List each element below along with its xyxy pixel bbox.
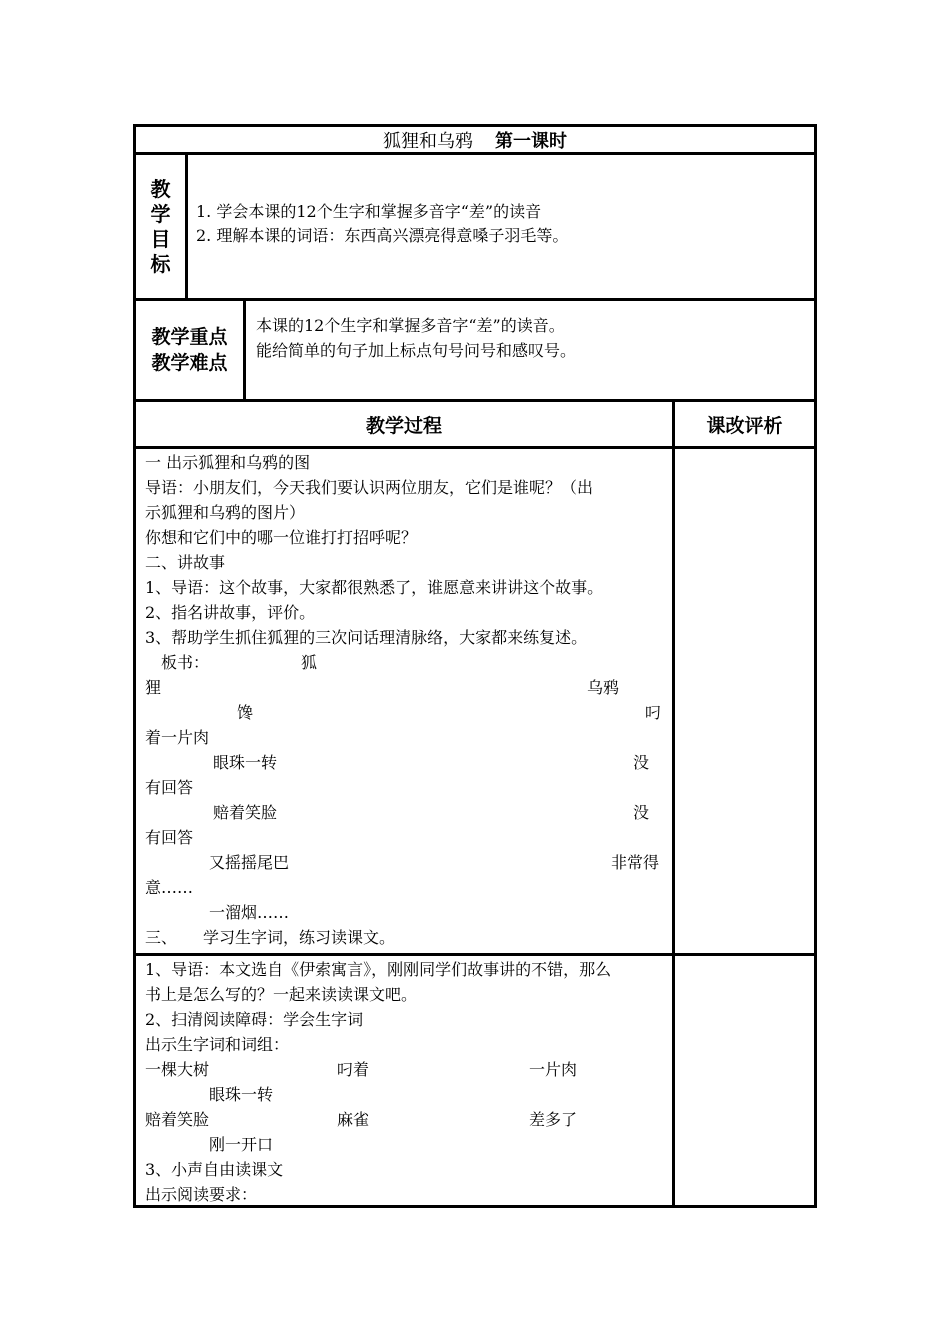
goals-label xyxy=(136,155,188,298)
vocab-word: 差多了 xyxy=(529,1110,578,1129)
keypoint-line: 本课的12个生字和掌握多音字“差”的读音。 xyxy=(256,316,565,335)
keypoint-line: 能给简单的句子加上标点句号问号和感叹号。 xyxy=(256,341,577,360)
board-text: 馋 xyxy=(237,703,254,722)
board-text: 没 xyxy=(633,803,650,822)
vocab-word: 刚一开口 xyxy=(209,1135,274,1154)
text-line: 2、指名讲故事，评价。 xyxy=(145,603,316,622)
vocab-word: 叼着 xyxy=(337,1060,370,1079)
goals-content xyxy=(188,155,814,298)
goals-label-char: 学 xyxy=(150,201,171,226)
text-line: 三、 xyxy=(145,928,178,947)
keypoints-content xyxy=(246,301,814,399)
board-text: 狸 xyxy=(145,678,162,697)
board-text: 乌鸦 xyxy=(587,678,620,697)
lesson-period: 第一课时 xyxy=(495,130,567,152)
review-header: 课改评析 xyxy=(706,414,783,437)
process-header: 教学过程 xyxy=(136,402,675,446)
text-line: 二、讲故事 xyxy=(145,553,226,572)
keypoints-label xyxy=(136,301,246,399)
text-line: 3、帮助学生抓住狐狸的三次问话理清脉络，大家都来练复述。 xyxy=(145,628,588,647)
section-2-content xyxy=(136,956,675,1205)
board-text: 叼 xyxy=(645,703,662,722)
board-text: 眼珠一转 xyxy=(213,753,278,772)
goals-label-char: 标 xyxy=(150,251,171,276)
text-line: 出示生字词和词组： xyxy=(145,1035,290,1054)
text-line: 示狐狸和乌鸦的图片） xyxy=(145,503,306,522)
vocab-word: 赔着笑脸 xyxy=(145,1110,210,1129)
text-line: 学习生字词，练习读课文。 xyxy=(203,928,396,947)
section-1-content xyxy=(136,449,675,953)
board-text: 赔着笑脸 xyxy=(213,803,278,822)
text-line: 你想和它们中的哪一位谁打打招呼呢？ xyxy=(145,528,418,547)
keypoints-label-line: 教学难点 xyxy=(151,352,228,374)
vocab-word: 麻雀 xyxy=(337,1110,370,1129)
text-line: 3、小声自由读课文 xyxy=(145,1160,284,1179)
section-1-review xyxy=(675,449,814,953)
board-text: 有回答 xyxy=(145,828,194,847)
text-line: 书上是怎么写的？一起来读读课文吧。 xyxy=(145,985,418,1004)
board-label: 板书： xyxy=(161,653,210,672)
board-text: 狐 xyxy=(301,653,318,672)
board-text: 有回答 xyxy=(145,778,194,797)
process-header-row xyxy=(133,402,817,449)
text-line: 1、导语：本文选自《伊索寓言》，刚刚同学们故事讲的不错，那么 xyxy=(145,960,612,979)
section-1-row xyxy=(133,449,817,956)
keypoints-row xyxy=(133,301,817,402)
text-line: 1、导语：这个故事，大家都很熟悉了，谁愿意来讲讲这个故事。 xyxy=(145,578,604,597)
section-2-row xyxy=(133,956,817,1208)
board-text: 一溜烟…… xyxy=(209,903,290,922)
vocab-word: 一片肉 xyxy=(529,1060,578,1079)
board-text: 没 xyxy=(633,753,650,772)
section-2-review xyxy=(675,956,814,1205)
goals-label-char: 目 xyxy=(150,226,171,251)
text-line: 2、扫清阅读障碍：学会生字词 xyxy=(145,1010,364,1029)
lesson-title: 狐狸和乌鸦 xyxy=(383,130,473,152)
text-line: 出示阅读要求： xyxy=(145,1185,258,1204)
vocab-word: 一棵大树 xyxy=(145,1060,210,1079)
goal-line: 2. 理解本课的词语：东西高兴漂亮得意嗓子羽毛等。 xyxy=(196,226,569,245)
lesson-plan-table xyxy=(133,124,817,1208)
goal-line: 1. 学会本课的12个生字和掌握多音字“差”的读音 xyxy=(196,202,542,221)
goals-row xyxy=(133,155,817,301)
keypoints-label-line: 教学重点 xyxy=(151,326,228,348)
vocab-word: 眼珠一转 xyxy=(209,1085,274,1104)
board-text: 意…… xyxy=(145,878,194,897)
title-row xyxy=(133,124,817,155)
text-line: 导语：小朋友们，今天我们要认识两位朋友，它们是谁呢？（出 xyxy=(145,478,594,497)
text-line: 一 出示狐狸和乌鸦的图 xyxy=(145,453,311,472)
goals-label-char: 教 xyxy=(150,176,171,201)
board-text: 着一片肉 xyxy=(145,728,210,747)
board-text: 又摇摇尾巴 xyxy=(209,853,290,872)
board-text: 非常得 xyxy=(611,853,660,872)
